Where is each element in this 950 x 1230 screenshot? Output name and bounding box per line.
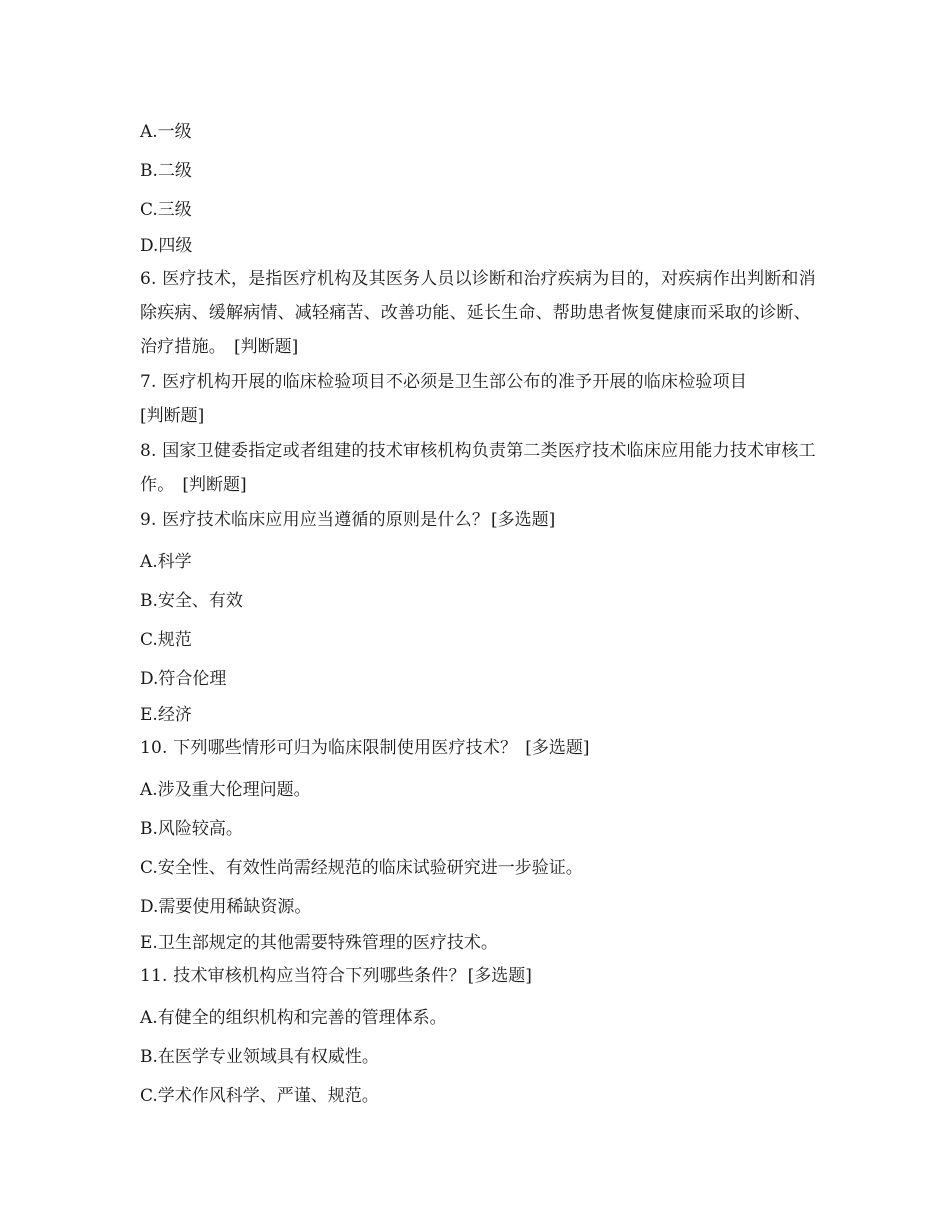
option-q9-e: E.经济: [140, 705, 192, 725]
option-q9-b: B.安全、有效: [140, 591, 243, 611]
question-6: [140, 262, 820, 364]
question-11-type: [多选题]: [467, 966, 532, 986]
question-7: [140, 365, 820, 433]
question-11-text: 11. 技术审核机构应当符合下列哪些条件？: [140, 966, 466, 986]
question-6-text: 6. 医疗技术，是指医疗机构及其医务人员以诊断和治疗疾病为目的，对疾病作出判断和消除疾病、缓解病情、减轻痛苦、改善功能、延长生命、帮助患者恢复健康而采取的诊断、治疗措施。: [140, 269, 816, 357]
question-8: [140, 434, 820, 502]
question-11: [140, 959, 820, 993]
option-q9-a: A.科学: [140, 552, 192, 572]
option-q10-a: A.涉及重大伦理问题。: [140, 780, 311, 800]
question-9: [140, 503, 820, 537]
question-10-type: [多选题]: [525, 738, 590, 758]
question-7-text: 7. 医疗机构开展的临床检验项目不必须是卫生部公布的准予开展的临床检验项目: [140, 372, 748, 392]
option-q5-c: C.三级: [140, 200, 192, 220]
question-8-text: 8. 国家卫健委指定或者组建的技术审核机构负责第二类医疗技术临床应用能力技术审核工作。: [140, 441, 816, 495]
option-q9-d: D.符合伦理: [140, 669, 227, 689]
question-10: [140, 731, 820, 765]
question-9-type: [多选题]: [491, 510, 556, 530]
option-q5-a: A.一级: [140, 122, 192, 142]
option-q11-a: A.有健全的组织机构和完善的管理体系。: [140, 1008, 447, 1028]
option-q10-e: E.卫生部规定的其他需要特殊管理的医疗技术。: [140, 933, 498, 953]
option-q10-d: D.需要使用稀缺资源。: [140, 897, 312, 917]
question-9-text: 9. 医疗技术临床应用应当遵循的原则是什么？: [140, 510, 490, 530]
option-q10-c: C.安全性、有效性尚需经规范的临床试验研究进一步验证。: [140, 858, 583, 878]
question-6-type: [判断题]: [234, 337, 299, 357]
option-q10-b: B.风险较高。: [140, 819, 243, 839]
question-8-type: [判断题]: [182, 475, 247, 495]
option-q5-b: B.二级: [140, 161, 192, 181]
option-q5-d: D.四级: [140, 236, 193, 256]
option-q11-b: B.在医学专业领域具有权威性。: [140, 1047, 379, 1067]
option-q9-c: C.规范: [140, 630, 192, 650]
question-list: [140, 114, 820, 1117]
question-10-text: 10. 下列哪些情形可归为临床限制使用医疗技术？: [140, 738, 518, 758]
option-q11-c: C.学术作风科学、严谨、规范。: [140, 1086, 379, 1106]
question-7-type: [判断题]: [140, 406, 205, 426]
